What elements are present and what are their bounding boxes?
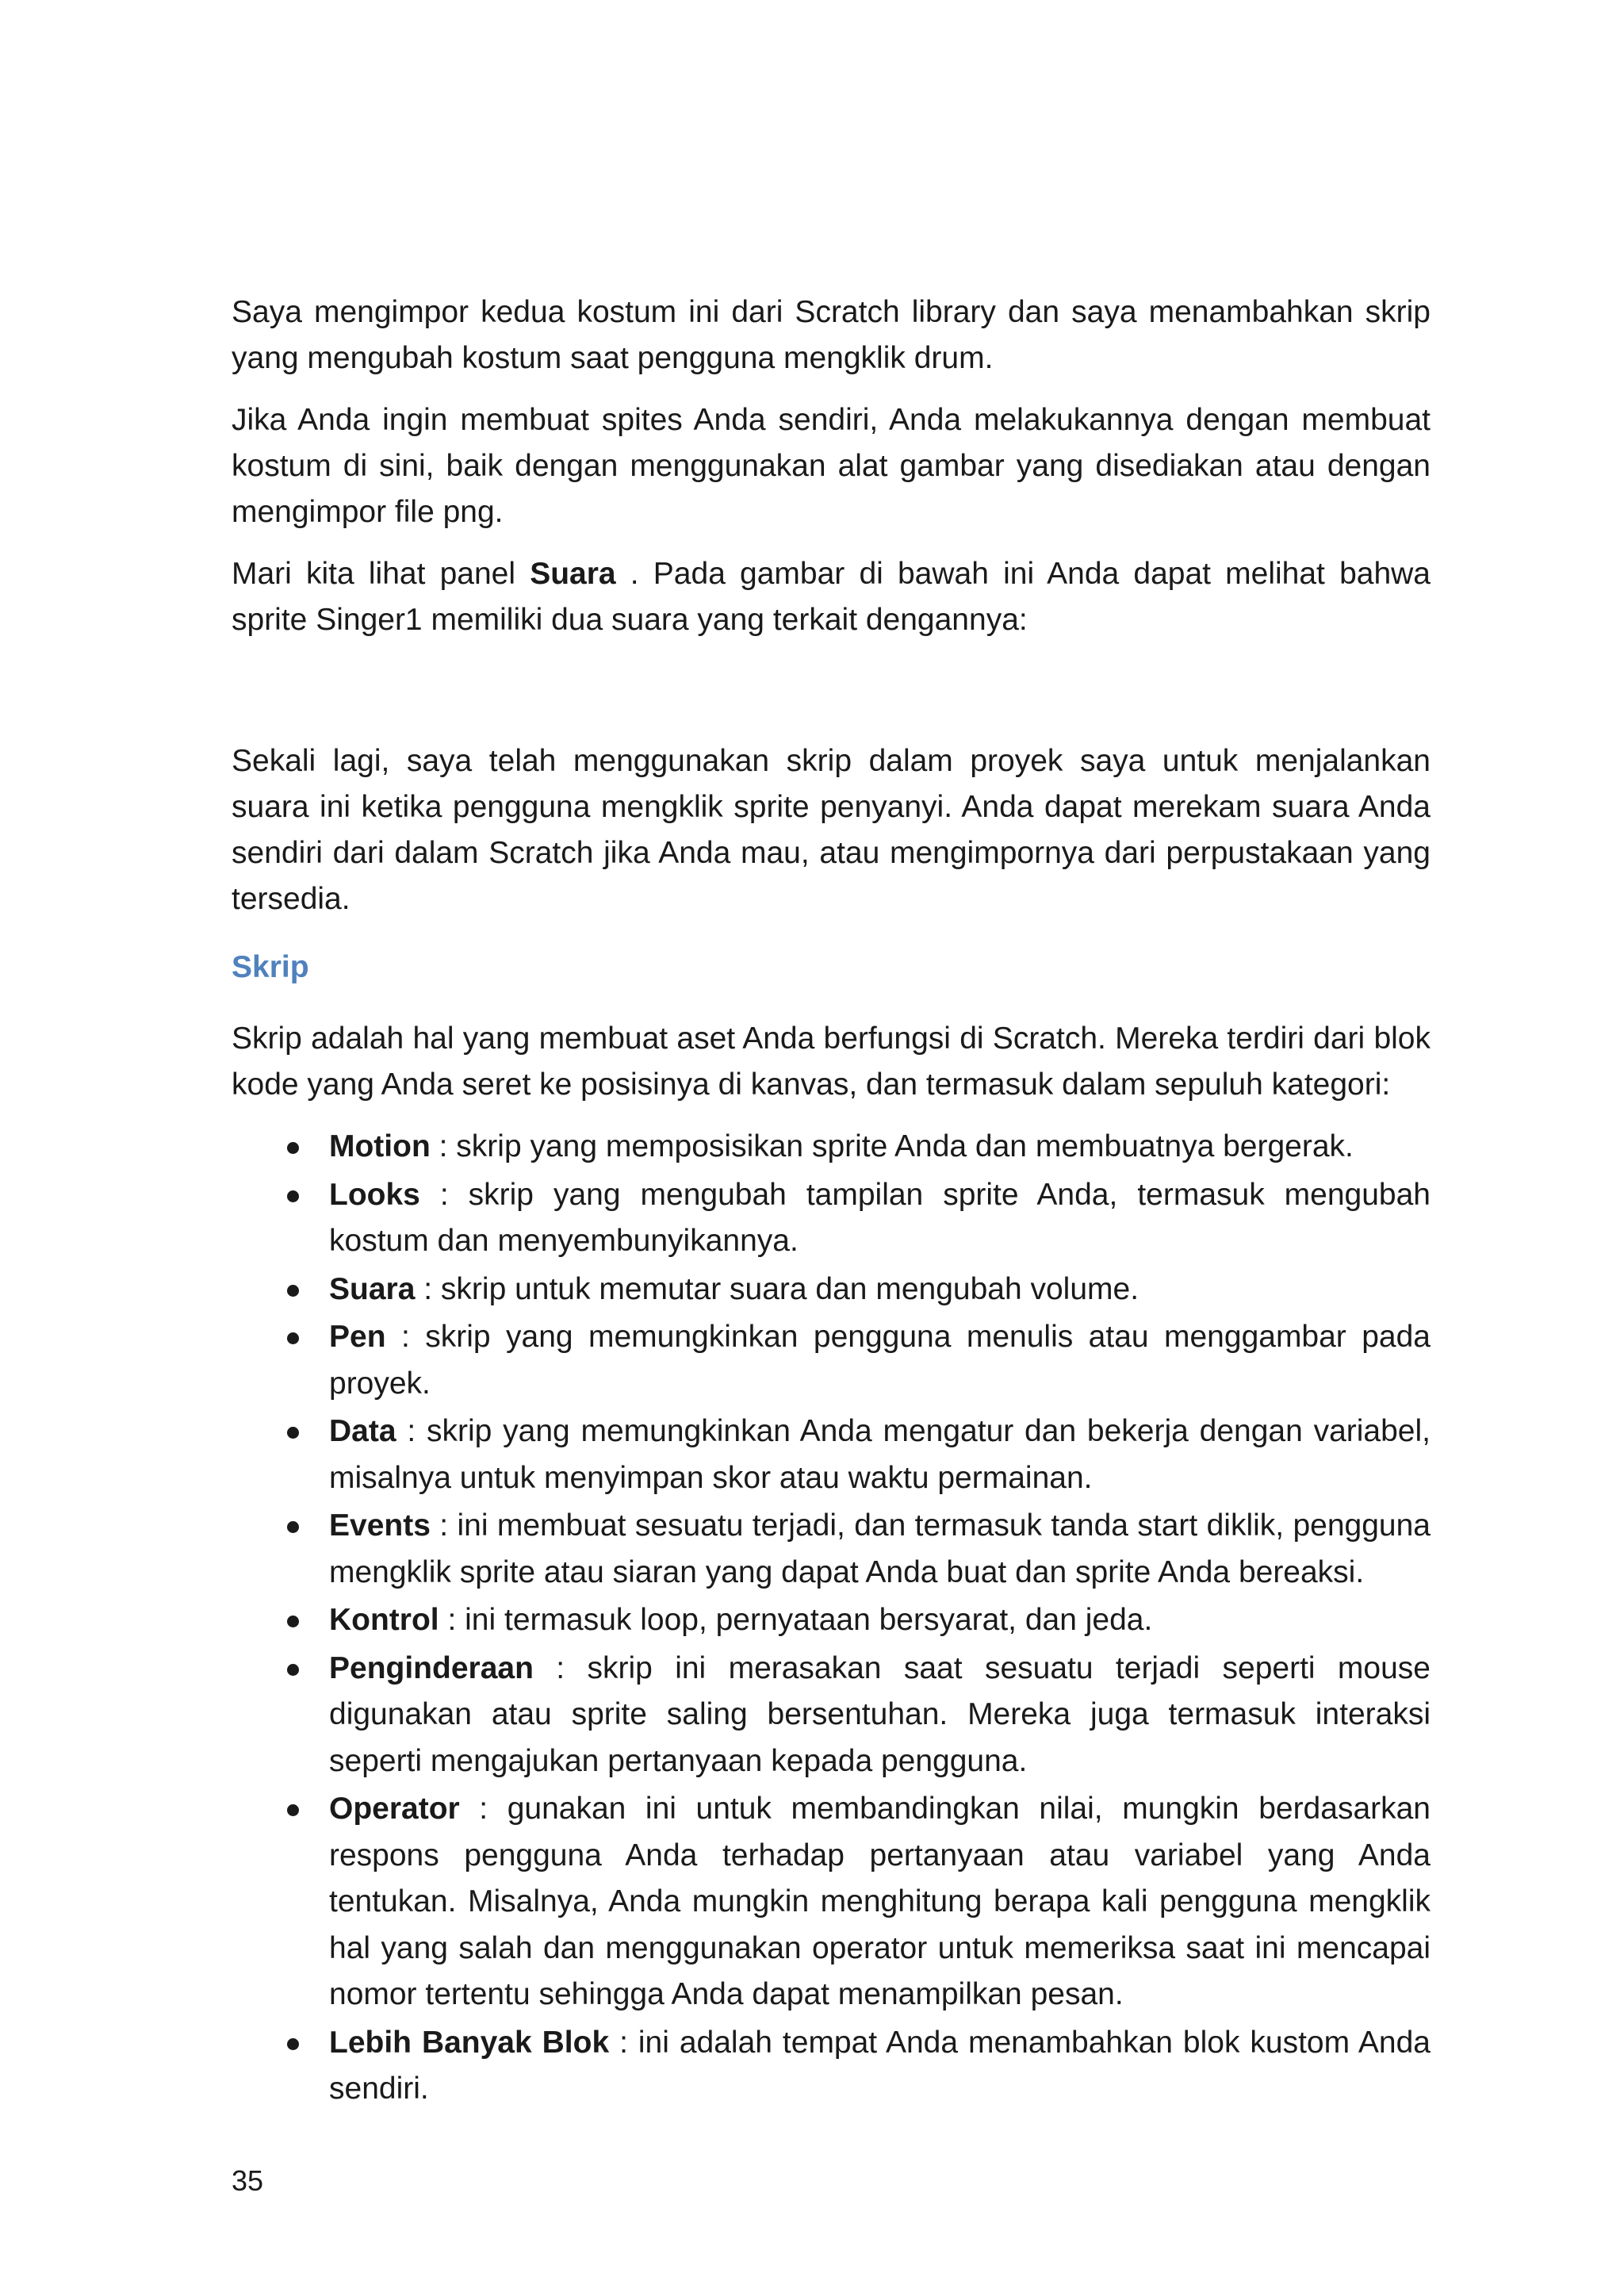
- bullet-icon: [287, 1190, 299, 1202]
- list-item: [232, 2020, 1431, 2113]
- category-list: [232, 1124, 1431, 2113]
- category-desc: : skrip ini merasakan saat sesuatu terjadi seperti mouse digunakan atau sprite saling bersentuhan. Mereka juga termasuk interaksi seperti mengajukan pertanyaan kepada pengguna.: [329, 1650, 1431, 1778]
- category-term: Looks: [329, 1177, 420, 1212]
- category-desc: : skrip yang mengubah tampilan sprite Anda, termasuk mengubah kostum dan menyembunyikannya.: [329, 1177, 1431, 1258]
- bullet-icon: [287, 1521, 299, 1533]
- section-heading-skrip: Skrip: [232, 950, 309, 984]
- category-desc: : gunakan ini untuk membandingkan nilai, mungkin berdasarkan respons pengguna Anda terhadap pertanyaan atau variabel yang Anda tentukan. Misalnya, Anda mungkin menghitung berapa kali pengguna mengklik hal yang salah dan menggunakan operator untuk memeriksa saat ini mencapai nomor tertentu sehingga Anda dapat menampilkan pesan.: [329, 1792, 1431, 2011]
- bullet-icon: [287, 1142, 299, 1154]
- category-term: Lebih Banyak Blok: [329, 2025, 610, 2060]
- paragraph-sound-panel-before: Mari kita lihat panel: [232, 557, 530, 591]
- category-term: Operator: [329, 1792, 460, 1826]
- paragraph-own-sprites: Jika Anda ingin membuat spites Anda sendiri, Anda melakukannya dengan membuat kostum di sini, baik dengan menggunakan alat gambar yang disediakan atau dengan mengimpor file png.: [232, 403, 1431, 529]
- category-term: Pen: [329, 1320, 386, 1354]
- paragraph-sound-panel: [232, 551, 1431, 643]
- paragraph-sound-panel-bold: Suara: [530, 557, 616, 591]
- category-term: Penginderaan: [329, 1650, 534, 1685]
- bullet-icon: [287, 2038, 299, 2050]
- list-item: [232, 1124, 1431, 1171]
- category-term: Motion: [329, 1129, 431, 1163]
- page-content: [232, 289, 1431, 2114]
- list-item: [232, 1172, 1431, 1265]
- category-desc: : skrip yang memungkinkan Anda mengatur dan bekerja dengan variabel, misalnya untuk menyimpan skor atau waktu permainan.: [329, 1414, 1431, 1495]
- list-item: [232, 1267, 1431, 1313]
- list-item: [232, 1503, 1431, 1596]
- list-item: [232, 1314, 1431, 1407]
- bullet-icon: [287, 1332, 299, 1344]
- missing-figure-space: [232, 659, 1431, 738]
- category-desc: : skrip yang memungkinkan pengguna menulis atau menggambar pada proyek.: [329, 1320, 1431, 1401]
- category-term: Events: [329, 1508, 431, 1543]
- paragraph-scripts-intro: Skrip adalah hal yang membuat aset Anda berfungsi di Scratch. Mereka terdiri dari blok kode yang Anda seret ke posisinya di kanvas, dan termasuk dalam sepuluh kategori:: [232, 1022, 1431, 1102]
- category-desc: : ini adalah tempat Anda menambahkan blok kustom Anda sendiri.: [329, 2025, 1431, 2106]
- page-number: 35: [232, 2164, 264, 2197]
- paragraph-sound-panel-after: . Pada gambar di bawah ini Anda dapat melihat bahwa sprite Singer1 memiliki dua suara yang terkait dengannya:: [232, 557, 1431, 637]
- bullet-icon: [287, 1285, 299, 1297]
- category-desc: : skrip yang memposisikan sprite Anda dan membuatnya bergerak.: [430, 1129, 1354, 1163]
- category-term: Kontrol: [329, 1603, 439, 1637]
- bullet-icon: [287, 1616, 299, 1627]
- list-item: [232, 1646, 1431, 1785]
- list-item: [232, 1597, 1431, 1644]
- bullet-icon: [287, 1804, 299, 1816]
- list-item: [232, 1409, 1431, 1501]
- paragraph-script-sounds: Sekali lagi, saya telah menggunakan skrip dalam proyek saya untuk menjalankan suara ini ketika pengguna mengklik sprite penyanyi. Anda dapat merekam suara Anda sendiri dari dalam Scratch jika Anda mau, atau mengimpornya dari perpustakaan yang tersedia.: [232, 744, 1431, 916]
- category-term: Suara: [329, 1271, 416, 1306]
- category-term: Data: [329, 1414, 396, 1448]
- category-desc: : ini termasuk loop, pernyataan bersyarat, dan jeda.: [439, 1603, 1153, 1637]
- paragraph-import-costumes: Saya mengimpor kedua kostum ini dari Scratch library dan saya menambahkan skrip yang mengubah kostum saat pengguna mengklik drum.: [232, 295, 1431, 375]
- bullet-icon: [287, 1664, 299, 1676]
- category-desc: : skrip untuk memutar suara dan mengubah volume.: [415, 1271, 1139, 1306]
- list-item: [232, 1786, 1431, 2018]
- category-desc: : ini membuat sesuatu terjadi, dan termasuk tanda start diklik, pengguna mengklik sprite atau siaran yang dapat Anda buat dan sprite Anda bereaksi.: [329, 1508, 1431, 1589]
- bullet-icon: [287, 1427, 299, 1439]
